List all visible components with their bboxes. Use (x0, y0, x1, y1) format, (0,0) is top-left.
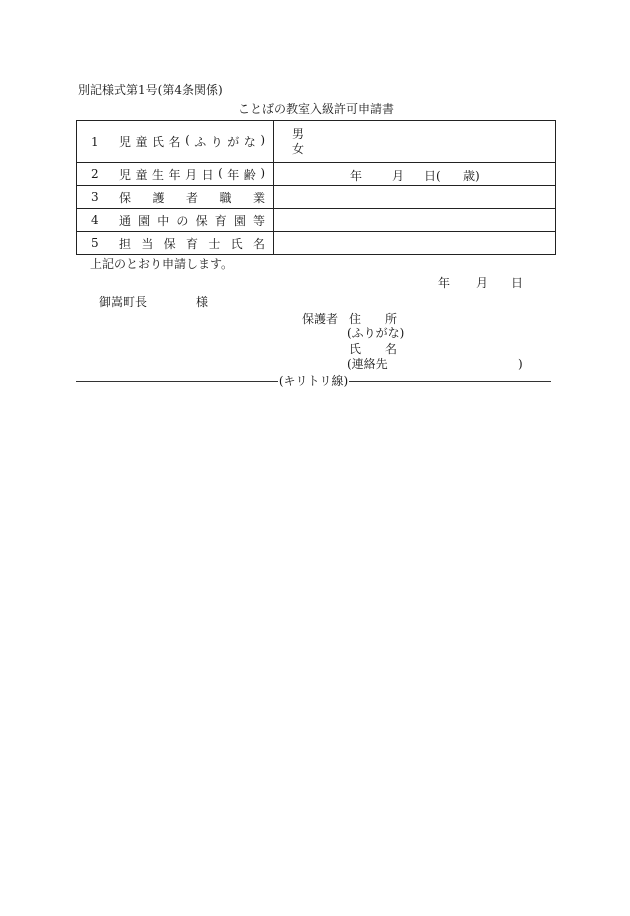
row-label-char: 氏 (230, 236, 243, 251)
row-label-char: 護 (152, 190, 165, 205)
applicant-name-label: 氏 名 (349, 342, 398, 356)
row-label-char: 年 (168, 167, 181, 182)
guardian-occupation-value-cell[interactable] (274, 186, 556, 209)
row-label-cell (77, 209, 274, 232)
cut-line (76, 374, 551, 388)
row-label-char: 年 (227, 167, 240, 182)
row-label-char: 童 (135, 167, 148, 182)
row-label-char: ( (185, 133, 190, 147)
row-label-char: の (176, 213, 189, 228)
row-label-char: 日 (201, 167, 214, 182)
row-label-char: 当 (141, 236, 154, 251)
row-label-char: 者 (185, 190, 198, 205)
cut-line-right (349, 381, 551, 382)
applicant-furigana-label: (ふりがな) (347, 326, 405, 340)
row-label (119, 235, 265, 252)
row-label-char: 保 (195, 213, 208, 228)
statement: 上記のとおり申請します。 (90, 257, 234, 271)
row-label-char: 名 (252, 236, 265, 251)
row-label-char: 児 (119, 135, 132, 149)
row-label (119, 189, 265, 206)
child-name-value-cell[interactable] (274, 121, 556, 163)
row-label-char: 中 (157, 213, 170, 228)
row-label-char: 園 (138, 213, 151, 228)
row-label-char: 齢 (243, 167, 256, 182)
row-number: 4 (91, 213, 99, 227)
row-label-char: ふ (194, 135, 207, 149)
row-label (119, 212, 265, 229)
birth-day-label: 日( (424, 169, 441, 183)
row-label-char: な (243, 135, 256, 149)
row-number: 5 (91, 236, 99, 250)
birthdate-value-cell[interactable] (274, 163, 556, 186)
row-label-char: 保 (163, 236, 176, 251)
row-label (119, 133, 265, 150)
row-label (119, 166, 265, 183)
sex-option-male[interactable]: 男 (292, 126, 305, 141)
row-label-char: 氏 (152, 135, 165, 149)
sex-option-female[interactable]: 女 (292, 141, 305, 156)
date-year-label: 年 (438, 276, 451, 290)
table-row (77, 209, 556, 232)
row-label-char: ) (260, 165, 265, 180)
row-label-char: 名 (168, 135, 181, 149)
nursery-value-cell[interactable] (274, 209, 556, 232)
birth-year-label: 年 (350, 169, 363, 183)
row-number: 3 (91, 190, 99, 204)
addressee-name: 御嵩町長 (99, 295, 148, 309)
row-label-char: 育 (185, 236, 198, 251)
date-day-label: 日 (511, 276, 524, 290)
row-label-char: 児 (119, 167, 132, 182)
applicant-contact-label: (連絡先 (347, 357, 388, 371)
birth-month-label: 月 (392, 169, 405, 183)
age-label: 歳) (463, 169, 480, 183)
applicant-contact-close: ) (518, 357, 523, 371)
row-label-char: ) (260, 133, 265, 147)
row-label-char: り (210, 135, 223, 149)
application-table (76, 120, 556, 255)
row-label-cell (77, 232, 274, 255)
row-label-cell (77, 163, 274, 186)
row-label-char: 業 (252, 190, 265, 205)
row-label-char: 育 (214, 213, 227, 228)
table-row (77, 121, 556, 163)
row-label-char: 月 (185, 167, 198, 182)
row-label-char: 園 (233, 213, 246, 228)
form-number: 別記様式第1号(第4条関係) (78, 83, 223, 97)
row-label-char: 職 (219, 190, 232, 205)
teacher-name-value-cell[interactable] (274, 232, 556, 255)
row-label-char: 士 (208, 236, 221, 251)
applicant-label: 保護者 (302, 312, 339, 326)
row-label-char: 生 (152, 167, 165, 182)
row-label-cell (77, 121, 274, 163)
row-label-char: ( (218, 165, 223, 180)
row-label-char: 通 (119, 213, 132, 228)
table-row (77, 163, 556, 186)
row-label-cell (77, 186, 274, 209)
addressee-honorific: 様 (196, 295, 209, 309)
row-label-char: が (227, 135, 240, 149)
row-label-char: 保 (119, 190, 132, 205)
row-number: 2 (91, 167, 99, 181)
applicant-address-label: 住 所 (349, 312, 398, 326)
table-row (77, 232, 556, 255)
row-number: 1 (91, 134, 99, 149)
cut-line-left (76, 381, 278, 382)
row-label-char: 童 (135, 135, 148, 149)
document-title: ことばの教室入級許可申請書 (238, 102, 395, 116)
row-label-char: 等 (252, 213, 265, 228)
table-row (77, 186, 556, 209)
cut-line-label: (キリトリ線) (278, 374, 349, 388)
row-label-char: 担 (119, 236, 132, 251)
sex-options (274, 127, 555, 157)
date-month-label: 月 (476, 276, 489, 290)
